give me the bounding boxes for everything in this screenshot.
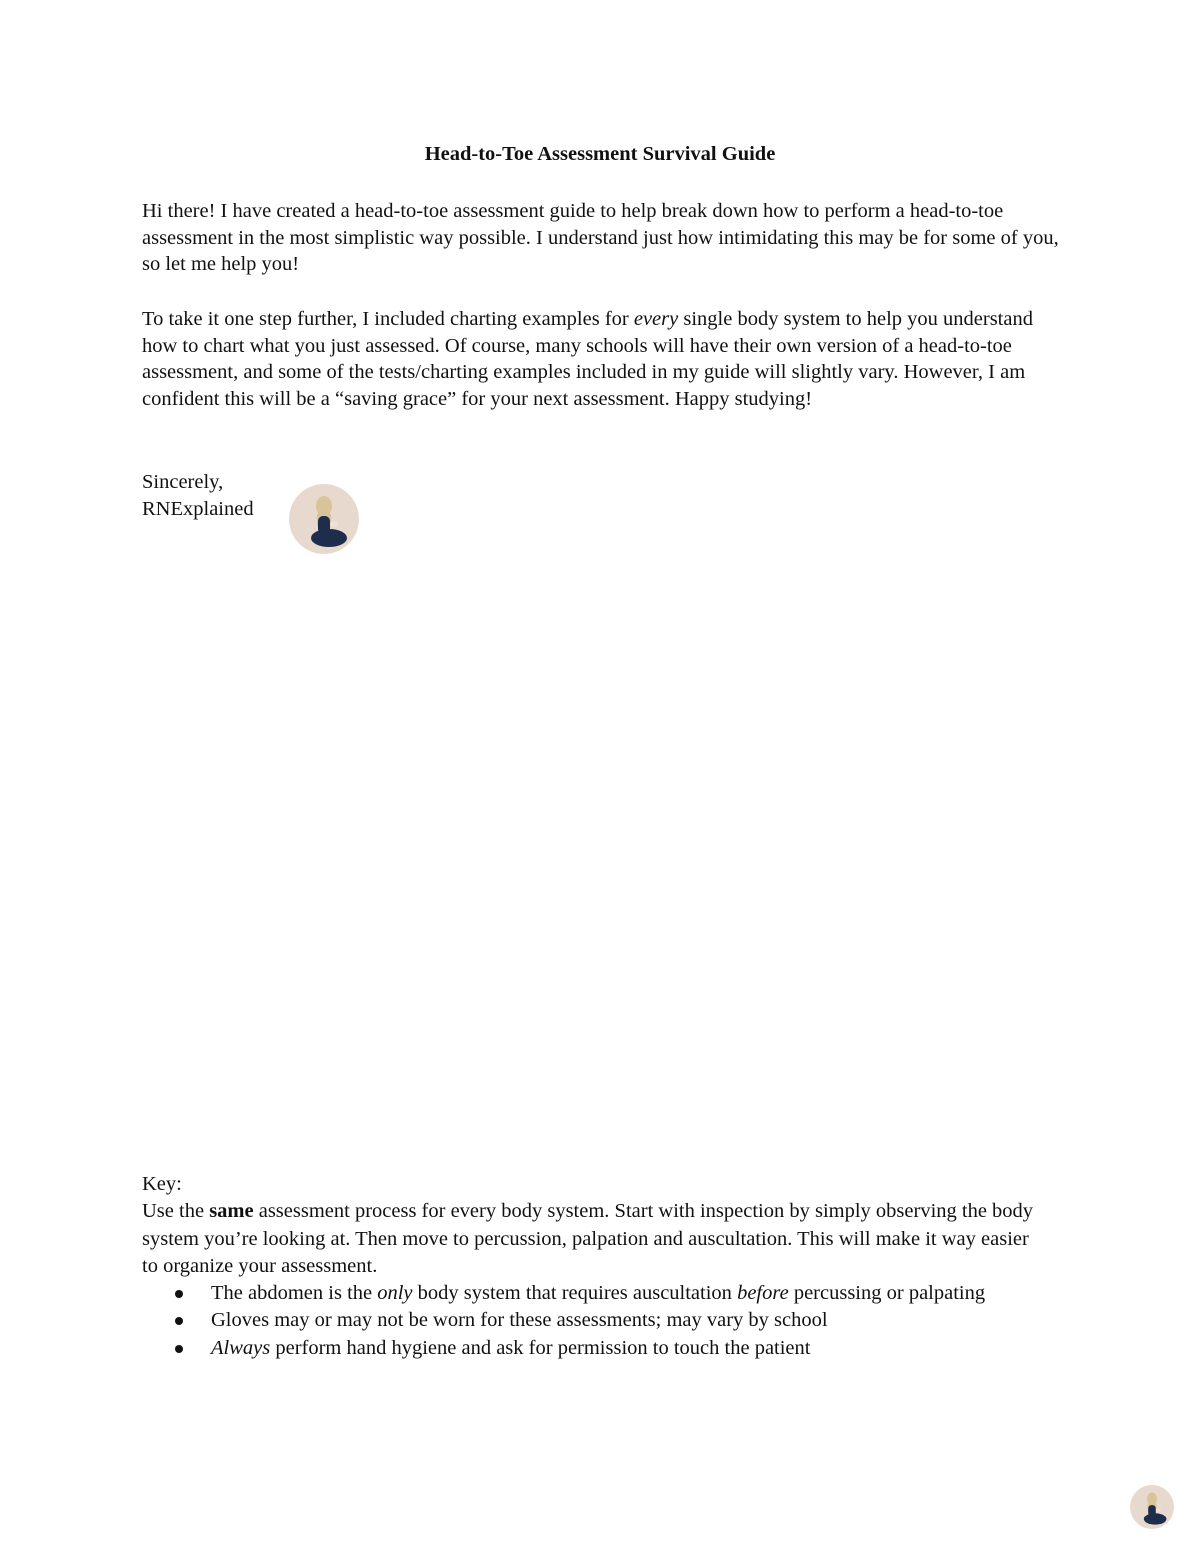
bullet-emphasis: before — [737, 1282, 789, 1305]
key-text-part: assessment process for every body system. Start with inspection by simply observing the body system you’re looking at. Then move to percussion, palpation and auscultation. This will make it way easier to organize your assessment. — [142, 1200, 1034, 1277]
bullet-icon — [175, 1317, 183, 1325]
signoff: Sincerely, — [142, 471, 224, 493]
key-bold: same — [209, 1200, 254, 1223]
bullet-emphasis: only — [377, 1282, 413, 1305]
paragraph-emphasis: every — [633, 308, 679, 330]
avatar-icon — [289, 484, 359, 554]
key-text-part: Use the — [142, 1200, 210, 1223]
list-item — [142, 1335, 1041, 1362]
key-bullet-list — [142, 1280, 1042, 1362]
bullet-emphasis: Always — [211, 1336, 271, 1359]
second-paragraph — [142, 306, 1072, 412]
signature-name: RNExplained — [142, 497, 254, 520]
signature-block — [142, 469, 254, 522]
document-title: Head-to-Toe Assessment Survival Guide — [424, 143, 776, 165]
paragraph-text: To take it one step further, I included charting examples for — [142, 308, 634, 330]
key-heading: Key: — [142, 1173, 182, 1195]
bullet-text: percussing or palpating — [788, 1282, 986, 1305]
bullet-icon — [175, 1345, 183, 1353]
bullet-text: The abdomen is the — [211, 1282, 378, 1305]
key-section — [142, 1171, 1042, 1362]
footer-logo-icon — [1130, 1485, 1174, 1529]
intro-paragraph: Hi there! I have created a head-to-toe assessment guide to help break down how to perform a head-to-toe assessment in the most simplistic way possible. I understand just how intimidating this may be for some of you, so let me help you! — [142, 200, 1059, 276]
paragraph-text: single body system to help you understand how to chart what you just assessed. Of course, many schools will have their own version of a head-to-toe assessment, and some of the tests/charting examples included in my guide will slightly vary. However, I am confident this will be a “saving grace” for your next assessment. Happy studying! — [142, 308, 1033, 410]
list-item — [142, 1307, 1041, 1334]
list-item — [142, 1280, 1041, 1307]
key-text — [142, 1198, 1042, 1280]
bullet-text: body system that requires auscultation — [412, 1282, 738, 1305]
bullet-text: Gloves may or may not be worn for these assessments; may vary by school — [211, 1309, 828, 1332]
bullet-icon — [175, 1290, 183, 1298]
bullet-text: perform hand hygiene and ask for permission to touch the patient — [270, 1336, 811, 1359]
